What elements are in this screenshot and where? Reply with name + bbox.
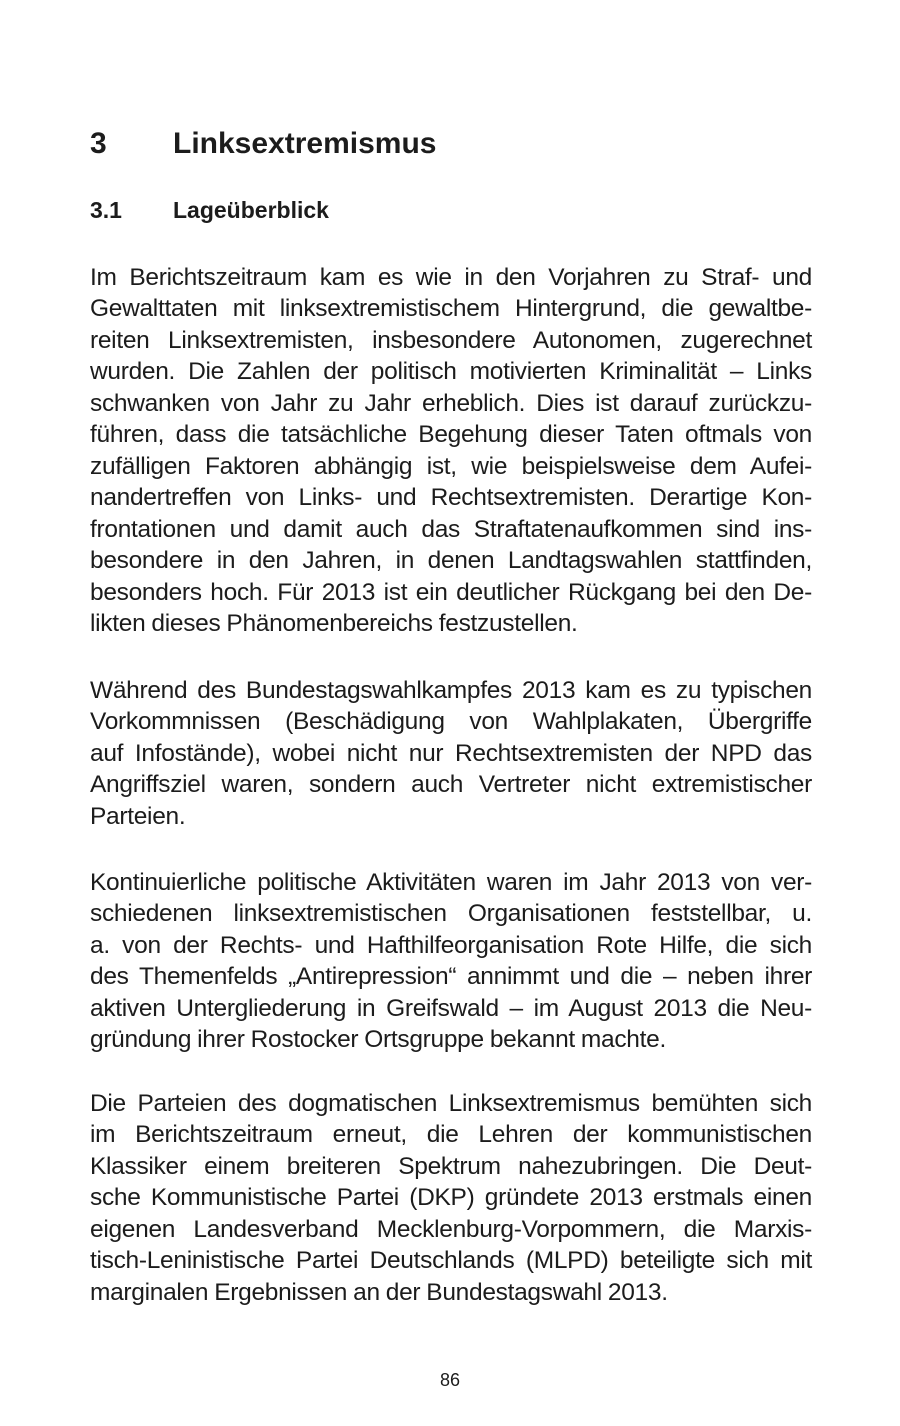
paragraph-1 bbox=[90, 262, 812, 640]
text-line: im Berichtszeitraum erneut, die Lehren der kommunistischen bbox=[90, 1121, 812, 1148]
text-line: Die Parteien des dogmatischen Linksextremismus bemühten sich bbox=[90, 1089, 812, 1117]
text-line: marginalen Ergebnissen an der Bundestagswahl 2013. bbox=[90, 1278, 668, 1306]
text-line: aktiven Untergliederung in Greifswald – im August 2013 die Neu- bbox=[90, 994, 812, 1022]
text-line: Angriffsziel waren, sondern auch Vertreter nicht extremistischer bbox=[90, 771, 812, 798]
paragraph-4 bbox=[90, 1088, 812, 1309]
text-line: frontationen und damit auch das Straftatenaufkommen sind ins- bbox=[90, 515, 812, 543]
text-line: Parteien. bbox=[90, 802, 186, 830]
paragraph-2 bbox=[90, 675, 812, 833]
text-line: nandertreffen von Links- und Rechtsextremisten. Derartige Kon- bbox=[90, 484, 812, 511]
text-line: wurden. Die Zahlen der politisch motivierten Kriminalität – Links bbox=[90, 358, 812, 385]
section-title: Lageüberblick bbox=[173, 197, 329, 224]
text-line: eigenen Landesverband Mecklenburg-Vorpommern, die Marxis- bbox=[90, 1215, 812, 1243]
text-line: likten dieses Phänomenbereichs festzustellen. bbox=[90, 610, 578, 637]
text-line: des Themenfelds „Antirepression“ annimmt und die – neben ihrer bbox=[90, 963, 812, 990]
section-heading bbox=[90, 194, 329, 226]
text-line: besondere in den Jahren, in denen Landtagswahlen stattfinden, bbox=[90, 547, 812, 574]
text-line: Vorkommnissen (Beschädigung von Wahlplakaten, Übergriffe bbox=[90, 708, 812, 735]
text-line: a. von der Rechts- und Hafthilfeorganisation Rote Hilfe, die sich bbox=[90, 931, 812, 959]
text-line: Gewalttaten mit linksextremistischem Hintergrund, die gewaltbe- bbox=[90, 295, 812, 322]
text-line: Während des Bundestagswahlkampfes 2013 kam es zu typischen bbox=[90, 676, 812, 704]
paragraph-3 bbox=[90, 867, 812, 1056]
page-number: 86 bbox=[439, 1370, 461, 1390]
section-number: 3.1 bbox=[90, 197, 122, 224]
text-line: tisch-Leninistische Partei Deutschlands (MLPD) beteiligte sich mit bbox=[90, 1247, 812, 1274]
text-line: Im Berichtszeitraum kam es wie in den Vorjahren zu Straf- und bbox=[90, 263, 812, 291]
chapter-heading bbox=[90, 124, 436, 164]
text-line: Kontinuierliche politische Aktivitäten waren im Jahr 2013 von ver- bbox=[90, 868, 812, 896]
text-line: auf Infostände), wobei nicht nur Rechtsextremisten der NPD das bbox=[90, 739, 812, 767]
chapter-number: 3 bbox=[90, 127, 107, 161]
text-line: gründung ihrer Rostocker Ortsgruppe bekannt machte. bbox=[90, 1026, 666, 1053]
chapter-title: Linksextremismus bbox=[173, 127, 437, 161]
text-line: reiten Linksextremisten, insbesondere Autonomen, zugerechnet bbox=[90, 326, 812, 354]
text-line: führen, dass die tatsächliche Begehung dieser Taten oftmals von bbox=[90, 421, 812, 448]
text-line: schwanken von Jahr zu Jahr erheblich. Dies ist darauf zurückzu- bbox=[90, 389, 812, 417]
text-line: besonders hoch. Für 2013 ist ein deutlicher Rückgang bei den De- bbox=[90, 578, 812, 606]
text-line: Klassiker einem breiteren Spektrum nahezubringen. Die Deut- bbox=[90, 1152, 812, 1180]
text-line: zufälligen Faktoren abhängig ist, wie beispielsweise dem Aufei- bbox=[90, 452, 812, 480]
text-line: sche Kommunistische Partei (DKP) gründete 2013 erstmals einen bbox=[90, 1184, 812, 1211]
text-line: schiedenen linksextremistischen Organisationen feststellbar, u. bbox=[90, 900, 812, 927]
